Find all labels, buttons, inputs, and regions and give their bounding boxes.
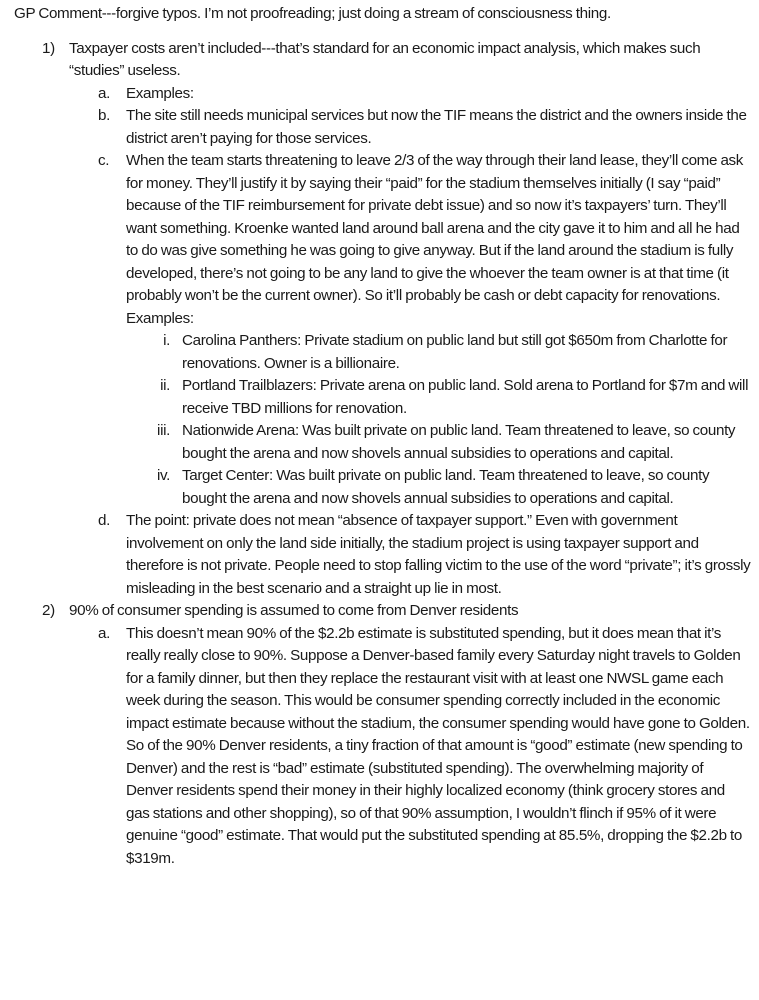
list-item-text: Examples: [126,84,194,102]
list-marker: iii. [157,422,170,439]
list-marker: a. [98,84,110,102]
list-item-1c-i [0,330,759,375]
list-item-1d [0,510,759,600]
list-marker: 2) [42,602,55,619]
list-marker: c. [98,152,110,169]
list-item-2a [0,623,759,871]
list-marker: d. [98,512,110,529]
list-item-1c [0,150,759,330]
list-item-text: Portland Trailblazers: Private arena on public land. Sold arena to Portland for $7m and will receive TBD millions for renovation. [182,377,749,417]
list-item-2 [0,600,759,623]
list-item-text: Target Center: Was built private on public land. Team threatened to leave, so county bought the arena and now shovels annual subsidies to operations and capital. [182,467,710,507]
list-marker: i. [163,332,170,349]
list-marker: 1) [42,39,55,57]
list-item-1a [0,83,759,106]
list-item-text: Taxpayer costs aren’t included---that’s standard for an economic impact analysis, which makes such “studies” useless. [69,39,701,79]
list-item-1c-iv [0,465,759,510]
list-marker: a. [98,624,110,642]
list-item-text: The point: private does not mean “absence of taxpayer support.” Even with government involvement on only the land side initially, the stadium project is using taxpayer support and therefore is not private. People need to stop falling victim to the use of the word “private”; it’s grossly misleading in the best scenario and a straight up lie in most. [126,512,751,597]
list-item-text: This doesn’t mean 90% of the $2.2b estimate is substituted spending, but it does mean that it’s really really close to 90%. Suppose a Denver-based family every Saturday night travels to Golden for a family dinner, but then they replace the restaurant visit with at least one NWSL game each week during the season. This would be consumer spending correctly included in the economic impact estimate because without the stadium, the consumer spending would have gone to Golden. So of the 90% Denver residents, a tiny fraction of that amount is “good” estimate (new spending to Denver) and the rest is “bad” estimate (substituted spending). The overwhelming majority of Denver residents spend their money in their highly localized economy (think grocery stores and gas stations and other shopping), so of that 90% assumption, I wouldn’t flinch if 95% of it were genuine “good” estimate. That would put the substituted spending at 85.5%, dropping the $2.2b to $319m. [126,624,750,867]
list-marker: iv. [156,467,170,484]
list-item-1 [0,38,759,83]
list-marker: ii. [160,377,170,394]
list-item-1b [0,105,759,150]
list-marker: b. [98,107,110,124]
list-item-1c-iii [0,420,759,465]
list-item-text: Nationwide Arena: Was built private on public land. Team threatened to leave, so county bought the arena and now shovels annual subsidies to operations and capital. [182,422,736,462]
list-item-text: The site still needs municipal services but now the TIF means the district and the owners inside the district aren’t paying for those services. [126,107,747,147]
list-item-text: 90% of consumer spending is assumed to come from Denver residents [69,602,519,619]
header-comment: GP Comment---forgive typos. I’m not proofreading; just doing a stream of consciousness thing. [14,5,611,22]
list-item-text: When the team starts threatening to leave 2/3 of the way through their land lease, they’ll come ask for money. They’ll justify it by saying their “paid” for the stadium themselves initially (I say “paid” because of the TIF reimbursement for private debt issue) and so now it’s taxpayers’ turn. They’ll want something. Kroenke wanted land around ball arena and the city gave it to him and all he had to do was give something he was going to give anyway. But if the land around the stadium is fully developed, there’s not going to be any land to give the whoever the team owner is at that time (it probably won’t be the current owner). So it’ll probably be cash or debt capacity for renovations. Examples: [126,152,744,327]
list-item-text: Carolina Panthers: Private stadium on public land but still got $650m from Charlotte for renovations. Owner is a billionaire. [182,332,728,372]
list-item-1c-ii [0,375,759,420]
